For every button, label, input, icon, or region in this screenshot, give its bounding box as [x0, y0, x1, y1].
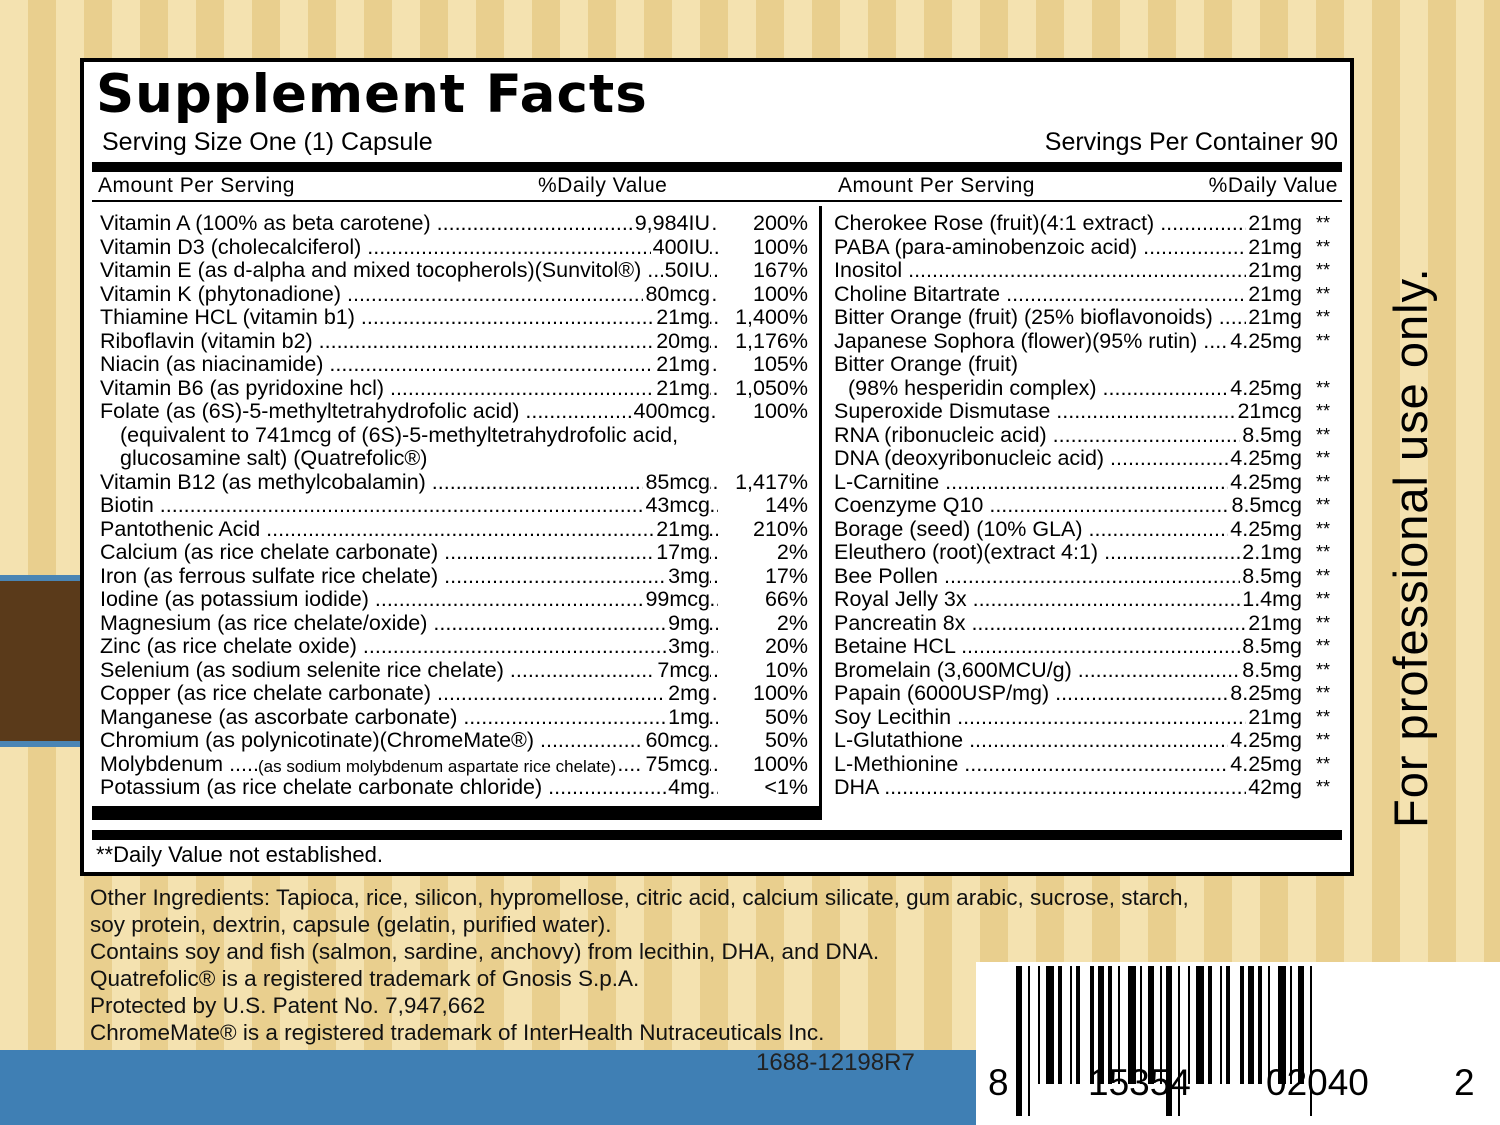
thin-rule-header [92, 200, 1342, 202]
ingredient-amount: 21mcg [1237, 400, 1302, 423]
ingredient-name: Vitamin D3 (cholecalciferol) ..... [100, 236, 718, 260]
right-ingredient-row [834, 729, 1340, 753]
ingredient-daily-value: 14% [764, 494, 808, 517]
ingredient-amount: 8.5mg [1242, 635, 1302, 658]
daily-value-not-established-mark: ** [1316, 589, 1331, 609]
left-ingredient-row [100, 776, 808, 800]
daily-value-not-established-mark: ** [1316, 612, 1331, 633]
barcode-bar [1028, 966, 1030, 1116]
ingredient-name: Iron (as ferrous sulfate rice chelate) ..... [100, 565, 718, 589]
ingredient-daily-value: 100% [753, 752, 808, 776]
daily-value-not-established-mark: ** [1316, 683, 1331, 703]
ingredient-name: Superoxide Dismutase ..... [834, 400, 1274, 424]
left-ingredient-row [100, 706, 808, 730]
left-ingredient-row [100, 212, 808, 236]
right-ingredient-row [834, 612, 1340, 636]
right-ingredient-row [834, 447, 1340, 471]
daily-value-not-established-mark: ** [1316, 448, 1331, 468]
ingredient-amount: 21mg [656, 517, 710, 541]
barcode-bar [1196, 966, 1204, 1084]
ingredient-daily-value: 100% [753, 682, 808, 705]
ingredient-amount: 21mg [1248, 259, 1302, 282]
left-ingredient-row [100, 541, 808, 565]
ingredient-amount: 4.25mg [1230, 376, 1302, 400]
left-ingredient-row [100, 471, 808, 495]
ingredient-amount: 9,984IU [634, 212, 710, 235]
ingredient-name: (equivalent to 741mcg of (6S)-5-methyltetrahydrofolic acid, [120, 423, 679, 447]
right-ingredient-row [834, 306, 1340, 330]
ingredient-name: Thiamine HCL (vitamin b1) ..... [100, 306, 718, 330]
right-ingredient-row [834, 377, 1340, 401]
ingredient-name: Pantothenic Acid ..... [100, 518, 718, 542]
right-ingredient-row [834, 212, 1340, 236]
left-ingredient-list [100, 212, 808, 800]
ingredient-name: glucosamine salt) (Quatrefolic®) [120, 447, 428, 470]
ingredient-amount: 20mg [656, 329, 710, 353]
ingredient-amount: 3mg [668, 564, 710, 588]
ingredient-amount: 21mg [656, 306, 710, 329]
barcode-bar [1046, 966, 1054, 1084]
ingredient-amount: 21mg [1248, 282, 1302, 306]
barcode-bar [1016, 966, 1022, 1116]
right-dv-header: %Daily Value [1208, 174, 1338, 197]
left-ingredient-row [100, 330, 808, 354]
ingredient-daily-value: 210% [753, 517, 808, 541]
right-ingredient-row [834, 635, 1340, 659]
ingredient-name: Choline Bitartrate ..... [834, 283, 1274, 307]
ingredient-daily-value: 50% [764, 705, 808, 729]
daily-value-not-established-mark: ** [1316, 330, 1331, 351]
left-amount-header: Amount Per Serving [98, 174, 295, 197]
ingredient-name: Chromium (as polynicotinate)(ChromeMate®) ..... [100, 729, 718, 753]
daily-value-not-established-mark: ** [1316, 636, 1331, 656]
ingredient-name: Papain (6000USP/mg) ..... [834, 682, 1274, 706]
daily-value-not-established-mark: ** [1316, 401, 1331, 421]
ingredient-amount: 1mg [668, 705, 710, 729]
daily-value-not-established-mark: ** [1316, 542, 1331, 562]
ingredient-name: Borage (seed) (10% GLA) ..... [834, 518, 1274, 542]
daily-value-not-established-mark: ** [1316, 283, 1331, 304]
right-ingredient-row [834, 400, 1340, 424]
other-line: soy protein, dextrin, capsule (gelatin, purified water). [90, 912, 612, 937]
ingredient-daily-value: 100% [753, 400, 808, 423]
right-ingredient-row [834, 706, 1340, 730]
thick-rule-top [92, 162, 1342, 172]
daily-value-not-established-mark: ** [1316, 777, 1331, 797]
barcode [976, 962, 1500, 1125]
barcode-bar [1220, 966, 1222, 1084]
daily-value-not-established-mark: ** [1316, 260, 1331, 280]
ingredient-amount: 1.4mg [1242, 588, 1302, 611]
left-ingredient-row [100, 236, 808, 260]
ingredient-amount: 8.25mg [1230, 682, 1302, 705]
other-line: Protected by U.S. Patent No. 7,947,662 [90, 993, 486, 1018]
left-ingredient-row [100, 659, 808, 683]
daily-value-not-established-mark: ** [1316, 236, 1331, 257]
ingredient-daily-value: 2% [776, 611, 808, 635]
barcode-right-group: 02040 [1266, 1062, 1369, 1103]
ingredient-name: Vitamin B6 (as pyridoxine hcl) ..... [100, 377, 718, 401]
left-ingredient-row [100, 565, 808, 589]
ingredient-name: DNA (deoxyribonucleic acid) ..... [834, 447, 1274, 471]
ingredient-amount: 8.5mg [1242, 658, 1302, 682]
lot-code: 1688-12198R7 [756, 1049, 915, 1076]
daily-value-not-established-mark: ** [1316, 706, 1331, 727]
ingredient-name: Japanese Sophora (flower)(95% rutin) ..... [834, 330, 1274, 354]
ingredient-name: Bromelain (3,600MCU/g) ..... [834, 659, 1274, 683]
ingredient-amount: 9mg [668, 611, 710, 635]
ingredient-name: Potassium (as rice chelate carbonate chloride) ..... [100, 776, 718, 800]
barcode-bar [1258, 966, 1262, 1084]
left-ingredient-row [100, 353, 808, 377]
ingredient-amount: 4mg [668, 776, 710, 799]
daily-value-not-established-mark: ** [1316, 565, 1331, 586]
daily-value-not-established-mark: ** [1316, 213, 1331, 233]
ingredient-amount: 85mcg [645, 470, 710, 494]
right-ingredient-row [834, 471, 1340, 495]
ingredient-name: L-Methionine ..... [834, 753, 1274, 777]
ingredient-amount: 4.25mg [1230, 447, 1302, 470]
ingredient-amount: 60mcg [645, 729, 710, 752]
ingredient-amount: 7mcg [657, 658, 710, 682]
ingredient-amount: 75mcg [645, 752, 710, 776]
daily-value-not-established-mark: ** [1316, 518, 1331, 539]
ingredient-amount: 80mcg [645, 282, 710, 306]
ingredient-amount: 21mg [1248, 235, 1302, 259]
ingredient-daily-value: 1,050% [735, 376, 808, 400]
ingredient-amount: 42mg [1248, 776, 1302, 799]
daily-value-not-established-mark: ** [1316, 471, 1331, 492]
left-bottom-bar [92, 806, 822, 820]
ingredient-name: Vitamin B12 (as methylcobalamin) ..... [100, 471, 718, 495]
left-ingredient-row [100, 259, 808, 283]
ingredient-daily-value: 105% [753, 353, 808, 376]
ingredient-amount: 99mcg [645, 588, 710, 611]
panel-title: Supplement Facts [96, 64, 648, 125]
ingredient-amount: 4.25mg [1230, 517, 1302, 541]
ingredient-daily-value: 17% [764, 564, 808, 588]
ingredient-amount: 17mg [656, 541, 710, 564]
ingredient-name: Bee Pollen ..... [834, 565, 1274, 589]
ingredient-amount: 4.25mg [1230, 329, 1302, 353]
right-ingredient-row [834, 565, 1340, 589]
ingredient-amount: 2.1mg [1242, 541, 1302, 564]
ingredient-name: Biotin ..... [100, 494, 718, 518]
brown-decorative-band [0, 575, 82, 747]
ingredient-amount: 8.5mg [1242, 423, 1302, 447]
supplement-facts-panel [80, 58, 1354, 876]
right-ingredient-row [834, 236, 1340, 260]
ingredient-name: Riboflavin (vitamin b2) ..... [100, 330, 718, 354]
ingredient-amount: 21mg [656, 376, 710, 400]
left-dv-header: %Daily Value [538, 174, 668, 197]
other-line: ChromeMate® is a registered trademark of InterHealth Nutraceuticals Inc. [90, 1020, 825, 1045]
daily-value-not-established-mark: ** [1316, 424, 1331, 445]
ingredient-amount: 21mg [656, 353, 710, 376]
ingredient-daily-value: 100% [753, 235, 808, 259]
left-ingredient-row [100, 447, 808, 471]
ingredient-name: Cherokee Rose (fruit)(4:1 extract) ..... [834, 212, 1274, 236]
ingredient-amount: 4.25mg [1230, 729, 1302, 752]
ingredient-name: L-Glutathione ..... [834, 729, 1274, 753]
daily-value-not-established-mark: ** [1316, 307, 1331, 327]
other-line: Contains soy and fish (salmon, sardine, anchovy) from lecithin, DHA, and DNA. [90, 939, 880, 964]
ingredient-amount: 400IU [652, 235, 710, 259]
barcode-bar [1070, 966, 1072, 1084]
other-line: Quatrefolic® is a registered trademark of Gnosis S.p.A. [90, 966, 640, 991]
ingredient-daily-value: 100% [753, 282, 808, 306]
ingredient-amount: 2mg [668, 682, 710, 705]
barcode-first-digit: 8 [988, 1062, 1009, 1103]
ingredient-name: Zinc (as rice chelate oxide) ..... [100, 635, 718, 659]
daily-value-not-established-mark: ** [1316, 495, 1331, 515]
left-ingredient-row [100, 424, 808, 448]
ingredient-name: Coenzyme Q10 ..... [834, 494, 1274, 518]
ingredient-daily-value: 66% [764, 588, 808, 611]
ingredient-amount: 8.5mcg [1231, 494, 1302, 517]
ingredient-name: Vitamin K (phytonadione) ..... [100, 283, 718, 307]
ingredient-name: L-Carnitine ..... [834, 471, 1274, 495]
ingredient-daily-value: 50% [764, 729, 808, 752]
ingredient-name: (98% hesperidin complex) ..... [834, 377, 1274, 401]
daily-value-not-established-mark: ** [1316, 730, 1331, 750]
right-ingredient-row [834, 424, 1340, 448]
ingredient-name: PABA (para-aminobenzoic acid) ..... [834, 236, 1274, 260]
daily-value-not-established-mark: ** [1316, 753, 1331, 774]
ingredient-name: Calcium (as rice chelate carbonate) ..... [100, 541, 718, 565]
ingredient-daily-value: 200% [753, 212, 808, 235]
barcode-bar [1240, 966, 1244, 1084]
left-ingredient-row [100, 400, 808, 424]
barcode-bar [1076, 966, 1080, 1084]
left-ingredient-row [100, 612, 808, 636]
ingredient-name: Selenium (as sodium selenite rice chelate) ..... [100, 659, 718, 683]
servings-per-container: Servings Per Container 90 [1044, 128, 1338, 156]
left-ingredient-row [100, 753, 808, 777]
ingredient-amount: 50IU [664, 259, 710, 282]
barcode-left-group: 15354 [1088, 1062, 1191, 1103]
right-ingredient-row [834, 518, 1340, 542]
ingredient-name: Iodine (as potassium iodide) ..... [100, 588, 718, 612]
ingredient-daily-value: 1,417% [735, 470, 808, 494]
ingredient-amount: 21mg [1248, 705, 1302, 729]
ingredient-name: Manganese (as ascorbate carbonate) ..... [100, 706, 718, 730]
left-ingredient-row [100, 588, 808, 612]
ingredient-name: Soy Lecithin ..... [834, 706, 1274, 730]
right-ingredient-row [834, 659, 1340, 683]
ingredient-daily-value: 10% [764, 658, 808, 682]
barcode-bar [1058, 966, 1062, 1084]
ingredient-name: Bitter Orange (fruit) (25% bioflavonoids) ..... [834, 306, 1274, 330]
right-ingredient-list [834, 212, 1340, 800]
right-ingredient-row [834, 776, 1340, 800]
left-ingredient-row [100, 494, 808, 518]
ingredient-amount: 400mcg [633, 400, 710, 423]
ingredient-amount: 3mg [668, 635, 710, 658]
ingredient-amount: 43mcg [645, 494, 710, 517]
ingredient-name: Molybdenum ..... [100, 753, 718, 777]
daily-value-footnote: **Daily Value not established. [96, 842, 383, 867]
left-ingredient-row [100, 682, 808, 706]
barcode-bars [976, 962, 1500, 1125]
ingredient-daily-value: 167% [753, 259, 808, 282]
ingredient-daily-value: 1,400% [735, 306, 808, 329]
professional-use-text: For professional use only. [1384, 267, 1437, 828]
right-amount-header: Amount Per Serving [838, 174, 1035, 197]
right-ingredient-row [834, 588, 1340, 612]
ingredient-amount: 4.25mg [1230, 752, 1302, 776]
thick-rule-bottom [92, 830, 1342, 840]
ingredient-daily-value: <1% [764, 776, 808, 799]
ingredient-daily-value: 20% [764, 635, 808, 658]
other-line: Other Ingredients: Tapioca, rice, silicon, hypromellose, citric acid, calcium silicate, gum arabic, sucrose, starch, [90, 885, 1189, 910]
ingredient-name: Eleuthero (root)(extract 4:1) ..... [834, 541, 1274, 565]
ingredient-name: Niacin (as niacinamide) ..... [100, 353, 718, 377]
left-ingredient-row [100, 729, 808, 753]
ingredient-daily-value: 1,176% [735, 329, 808, 353]
right-ingredient-row [834, 283, 1340, 307]
right-ingredient-row [834, 259, 1340, 283]
ingredient-name: Vitamin A (100% as beta carotene) ..... [100, 212, 718, 236]
barcode-bar [1248, 966, 1254, 1084]
ingredient-name: DHA ..... [834, 776, 1274, 800]
ingredient-note: (as sodium molybdenum aspartate rice chelate) [258, 755, 616, 777]
right-ingredient-row [834, 353, 1340, 377]
ingredient-name: Copper (as rice chelate carbonate) ..... [100, 682, 718, 706]
barcode-bar [1208, 966, 1212, 1084]
ingredient-name: Folate (as (6S)-5-methyltetrahydrofolic acid) ..... [100, 400, 718, 424]
right-ingredient-row [834, 494, 1340, 518]
daily-value-not-established-mark: ** [1316, 659, 1331, 680]
ingredient-amount: 8.5mg [1242, 564, 1302, 588]
right-ingredient-row [834, 541, 1340, 565]
right-ingredient-row [834, 330, 1340, 354]
left-ingredient-row [100, 377, 808, 401]
right-ingredient-row [834, 753, 1340, 777]
daily-value-not-established-mark: ** [1316, 377, 1331, 398]
serving-size: Serving Size One (1) Capsule [102, 128, 433, 156]
ingredient-name: Vitamin E (as d-alpha and mixed tocopherols)(Sunvitol®) ..... [100, 259, 718, 283]
ingredient-name: Royal Jelly 3x ..... [834, 588, 1274, 612]
ingredient-name: Betaine HCL ..... [834, 635, 1274, 659]
ingredient-name: Inositol ..... [834, 259, 1274, 283]
left-ingredient-row [100, 283, 808, 307]
barcode-bar [1226, 966, 1230, 1084]
ingredient-daily-value: 2% [776, 541, 808, 564]
ingredient-name: RNA (ribonucleic acid) ..... [834, 424, 1274, 448]
ingredient-name: Bitter Orange (fruit) [834, 353, 1018, 376]
ingredient-name: Magnesium (as rice chelate/oxide) ..... [100, 612, 718, 636]
ingredient-amount: 21mg [1248, 212, 1302, 235]
right-ingredient-row [834, 682, 1340, 706]
barcode-last-digit: 2 [1454, 1062, 1475, 1103]
barcode-bar [1038, 966, 1040, 1084]
ingredient-name: Pancreatin 8x ..... [834, 612, 1274, 636]
left-ingredient-row [100, 635, 808, 659]
left-ingredient-row [100, 306, 808, 330]
ingredient-amount: 21mg [1248, 611, 1302, 635]
column-divider [819, 206, 822, 820]
left-ingredient-row [100, 518, 808, 542]
ingredient-amount: 4.25mg [1230, 470, 1302, 494]
ingredient-amount: 21mg [1248, 306, 1302, 329]
